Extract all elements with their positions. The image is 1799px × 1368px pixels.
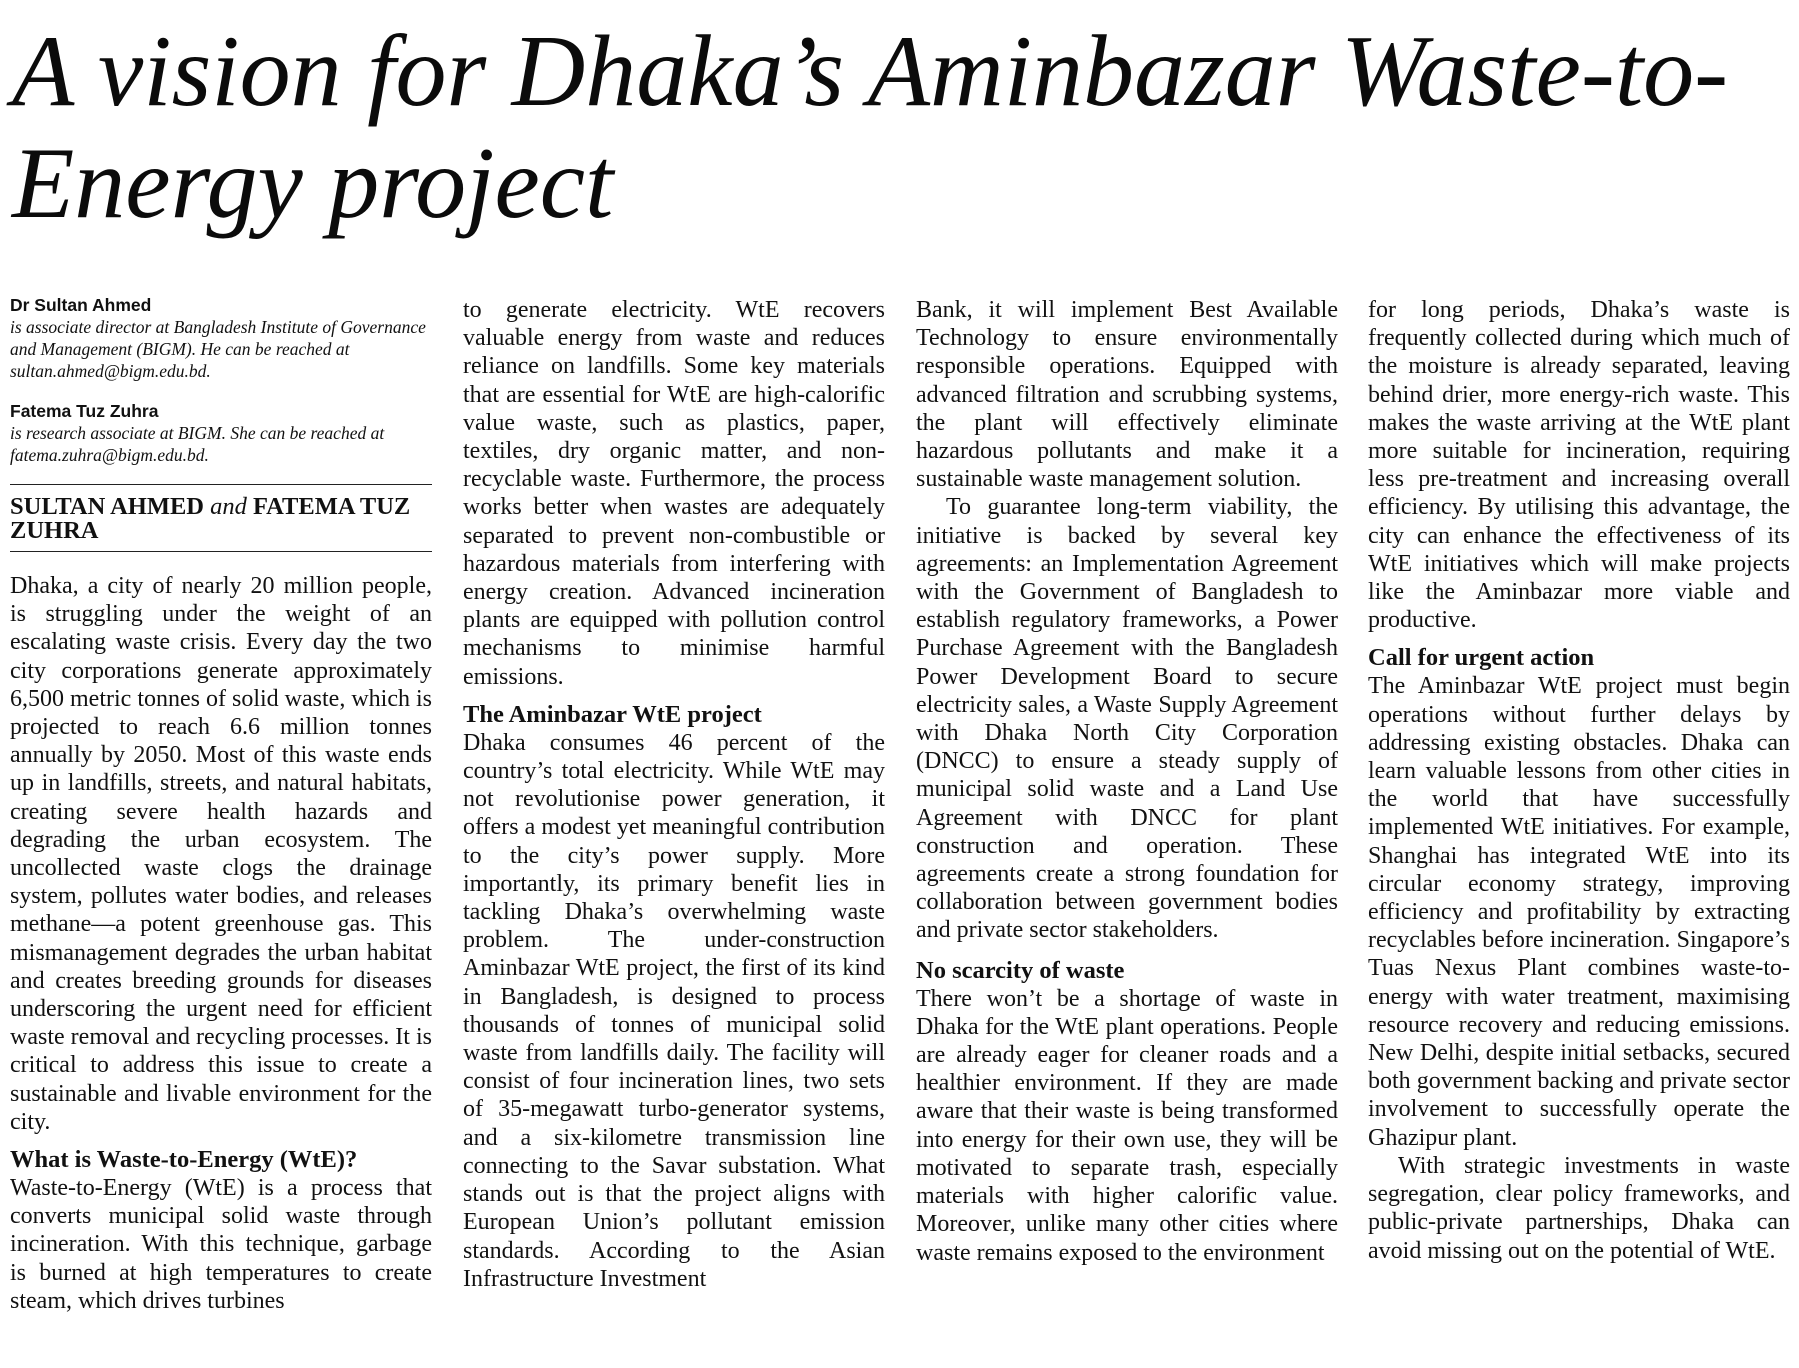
- author-bio: is associate director at Bangladesh Institute of Governance and Management (BIGM). He can be reached at sultan.ahmed@bigm.edu.bd.: [10, 317, 426, 381]
- author-name: Fatema Tuz Zuhra: [10, 401, 159, 421]
- column-4: [1368, 296, 1790, 1265]
- section-heading: No scarcity of waste: [916, 956, 1125, 984]
- byline: [10, 484, 432, 552]
- column-2: [463, 296, 885, 1293]
- intro-paragraph: Dhaka, a city of nearly 20 million people, is struggling under the weight of an escalating waste crisis. Every day the two city corporations generate approximately 6,500 metric tonnes of solid waste, which is projected to reach 6.6 million tonnes annually by 2050. Most of this waste ends up in landfills, streets, and natural habitats, creating severe health hazards and degrading the urban ecosystem. The uncollected waste clogs the drainage system, pollutes water bodies, and releases methane—a potent greenhouse gas. This mismanagement degrades the urban habitat and creates breeding grounds for diseases underscoring the urgent need for efficient waste removal and recycling processes. It is critical to address this issue to create a sustainable and livable environment for the city.: [10, 573, 432, 1135]
- byline-name-1: SULTAN AHMED: [10, 493, 205, 520]
- paragraph: To guarantee long-term viability, the initiative is backed by several key agreements: an Implementation Agreement with the Government of Bangladesh to establish regulatory frameworks, a Power Purchase Agreement with the Bangladesh Power Development Board to secure electricity sales, a Waste Supply Agreement with Dhaka North City Corporation (DNCC) to ensure a steady supply of municipal solid waste and a Land Use Agreement with DNCC for plant construction and operation. These agreements create a strong foundation for collaboration between government bodies and private sector stakeholders.: [916, 494, 1338, 944]
- paragraph: With strategic investments in waste segregation, clear policy frameworks, and public-private partnerships, Dhaka can avoid missing out on the potential of WtE.: [1368, 1152, 1790, 1264]
- author-bio: is research associate at BIGM. She can be reached at fatema.zuhra@bigm.edu.bd.: [10, 423, 385, 465]
- paragraph-continued: to generate electricity. WtE recovers valuable energy from waste and reduces reliance on landfills. Some key materials that are essential for WtE are high-calorific value waste, such as plastics, paper, textiles, dry organic matter, and non-recyclable waste. Furthermore, the process works better when wastes are adequately separated to prevent non-combustible or hazardous materials from interfering with energy creation. Advanced incineration plants are equipped with pollution control mechanisms to minimise harmful emissions.: [463, 297, 885, 690]
- column-3: [916, 296, 1338, 1267]
- byline-and: and: [210, 493, 247, 520]
- section-heading: What is Waste-to-Energy (WtE)?: [10, 1146, 358, 1174]
- author-name: Dr Sultan Ahmed: [10, 295, 152, 315]
- author-block-1: [10, 294, 432, 382]
- paragraph: Waste-to-Energy (WtE) is a process that converts municipal solid waste through incineration. With this technique, garbage is burned at high temperatures to create steam, which drives turbines: [10, 1175, 432, 1314]
- paragraph-continued: for long periods, Dhaka’s waste is frequently collected during which much of the moisture is already separated, leaving behind drier, more energy-rich waste. This makes the waste arriving at the WtE plant more suitable for incineration, requiring less pre-treatment and increasing overall efficiency. By utilising this advantage, the city can enhance the effectiveness of its WtE initiatives which will make projects like the Aminbazar more viable and productive.: [1368, 297, 1790, 634]
- byline-name-2: FATEMA TUZ ZUHRA: [10, 493, 411, 544]
- headline: A vision for Dhaka’s Aminbazar Waste-to-Energy project: [12, 15, 1729, 240]
- paragraph-continued: Bank, it will implement Best Available Technology to ensure environmentally responsible operations. Equipped with advanced filtration and scrubbing systems, the plant will effectively eliminate hazardous pollutants and make it a sustainable waste management solution.: [916, 297, 1338, 493]
- paragraph: The Aminbazar WtE project must begin operations without further delays by addressing existing obstacles. Dhaka can learn valuable lessons from other cities in the world that have successfully implemented WtE initiatives. For example, Shanghai has integrated WtE into its circular economy strategy, improving efficiency and profitability by extracting recyclables before incineration. Singapore’s Tuas Nexus Plant combines waste-to-energy with water treatment, maximising resource recovery and reducing emissions. New Delhi, despite initial setbacks, secured both government backing and private sector involvement to successfully operate the Ghazipur plant.: [1368, 673, 1790, 1151]
- section-heading: The Aminbazar WtE project: [463, 700, 762, 728]
- section-heading: Call for urgent action: [1368, 644, 1595, 672]
- column-1: [10, 294, 432, 1315]
- paragraph: There won’t be a shortage of waste in Dhaka for the WtE plant operations. People are already eager for cleaner roads and a healthier environment. If they are made aware that their waste is being transformed into energy for their own use, they will be motivated to separate trash, especially materials with higher calorific value. Moreover, unlike many other cities where waste remains exposed to the environment: [916, 985, 1338, 1266]
- paragraph: Dhaka consumes 46 percent of the country’s total electricity. While WtE may not revolutionise power generation, it offers a modest yet meaningful contribution to the city’s power supply. More importantly, its primary benefit lies in tackling Dhaka’s overwhelming waste problem. The under-construction Aminbazar WtE project, the first of its kind in Bangladesh, is designed to process thousands of tonnes of municipal solid waste from landfills daily. The facility will consist of four incineration lines, two sets of 35-megawatt turbo-generator systems, and a six-kilometre transmission line connecting to the Savar substation. What stands out is that the project aligns with European Union’s pollutant emission standards. According to the Asian Infrastructure Investment: [463, 729, 885, 1292]
- author-block-2: [10, 400, 432, 466]
